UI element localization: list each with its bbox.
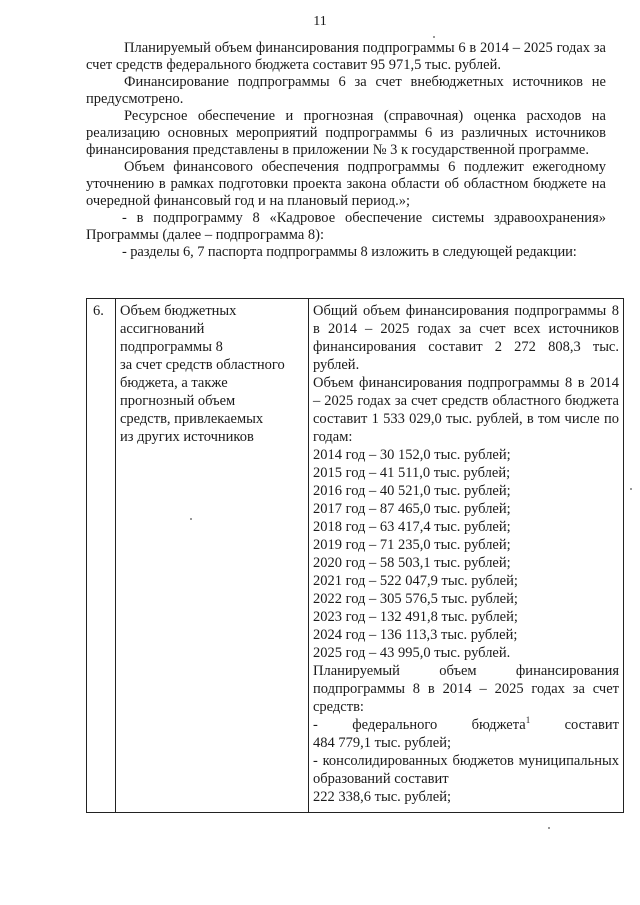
- total-funding-text: Общий объем финансирования подпрограммы 8 в 2014 – 2025 годах за счет всех источников финансирования составит 2 272 808,3 тыс. рублей.: [313, 303, 619, 373]
- paragraph-resource-support: Ресурсное обеспечение и прогнозная (справочная) оценка расходов на реализацию основных мероприятий подпрограммы 6 из различных источников финансирования представлены в приложении № 3 к государственной программе.: [86, 108, 606, 158]
- municipal-budget-value: 222 338,6 тыс. рублей;: [313, 789, 451, 805]
- year-item: 2015 год – 41 511,0 тыс. рублей;: [313, 465, 511, 481]
- year-item: 2018 год – 63 417,4 тыс. рублей;: [313, 519, 511, 535]
- federal-budget-line: [313, 716, 619, 734]
- row-title-line: прогнозный объем: [120, 393, 236, 409]
- year-item: 2019 год – 71 235,0 тыс. рублей;: [313, 537, 511, 553]
- row-title-line: бюджета, а также: [120, 375, 228, 391]
- row-title-line: из других источников: [120, 429, 254, 445]
- table-row: [87, 299, 624, 813]
- year-item: 2017 год – 87 465,0 тыс. рублей;: [313, 501, 511, 517]
- passport-table: [86, 298, 624, 813]
- year-list: [313, 446, 619, 662]
- paragraph-sections-6-7: - разделы 6, 7 паспорта подпрограммы 8 изложить в следующей редакции:: [122, 244, 577, 260]
- year-item: 2014 год – 30 152,0 тыс. рублей;: [313, 447, 511, 463]
- row-title-line: подпрограммы 8: [120, 339, 223, 355]
- page-number: 11: [313, 14, 327, 29]
- row-title-line: средств, привлекаемых: [120, 411, 264, 427]
- row-title-line: за счет средств областного: [120, 357, 285, 373]
- year-item: 2020 год – 58 503,1 тыс. рублей;: [313, 555, 511, 571]
- row-value: [309, 299, 624, 813]
- paragraph-extrabudgetary: Финансирование подпрограммы 6 за счет внебюджетных источников не предусмотрено.: [86, 74, 606, 107]
- scan-speck: [433, 36, 435, 38]
- paragraph-federal-funding: Планируемый объем финансирования подпрограммы 6 в 2014 – 2025 годах за счет средств федерального бюджета составит 95 971,5 тыс. рублей.: [86, 40, 606, 73]
- row-title: [116, 299, 309, 813]
- planned-funding-text: Планируемый объем финансирования подпрограммы 8 в 2014 – 2025 годах за счет средств:: [313, 663, 619, 715]
- federal-budget-suffix: составит: [530, 717, 619, 733]
- scan-speck: [190, 518, 192, 520]
- year-item: 2023 год – 132 491,8 тыс. рублей;: [313, 609, 518, 625]
- regional-funding-text: Объем финансирования подпрограммы 8 в 2014 – 2025 годах за счет средств областного бюджета составит 1 533 029,0 тыс. рублей, в том числе по годам:: [313, 375, 619, 445]
- body-text: [86, 40, 606, 261]
- row-title-line: Объем бюджетных: [120, 303, 237, 319]
- year-item: 2021 год – 522 047,9 тыс. рублей;: [313, 573, 518, 589]
- scan-speck: [548, 827, 550, 829]
- row-title-line: ассигнований: [120, 321, 205, 337]
- paragraph-subprogram-8: - в подпрограмму 8 «Кадровое обеспечение системы здравоохранения» Программы (далее – подпрограмма 8):: [86, 210, 606, 243]
- year-item: 2016 год – 40 521,0 тыс. рублей;: [313, 483, 511, 499]
- footnote-marker: 1: [525, 715, 531, 726]
- federal-budget-label: - федерального бюджета: [313, 717, 526, 733]
- row-number: 6.: [87, 299, 116, 813]
- scan-speck: [630, 488, 632, 490]
- federal-budget-value: 484 779,1 тыс. рублей;: [313, 735, 451, 751]
- year-item: 2025 год – 43 995,0 тыс. рублей.: [313, 645, 511, 661]
- year-item: 2024 год – 136 113,3 тыс. рублей;: [313, 627, 518, 643]
- paragraph-annual-update: Объем финансового обеспечения подпрограммы 6 подлежит ежегодному уточнению в рамках подготовки проекта закона области об областном бюджете на очередной финансовый год и на плановый период.»;: [86, 159, 606, 209]
- municipal-budget-text: - консолидированных бюджетов муниципальных образований составит: [313, 753, 619, 787]
- year-item: 2022 год – 305 576,5 тыс. рублей;: [313, 591, 518, 607]
